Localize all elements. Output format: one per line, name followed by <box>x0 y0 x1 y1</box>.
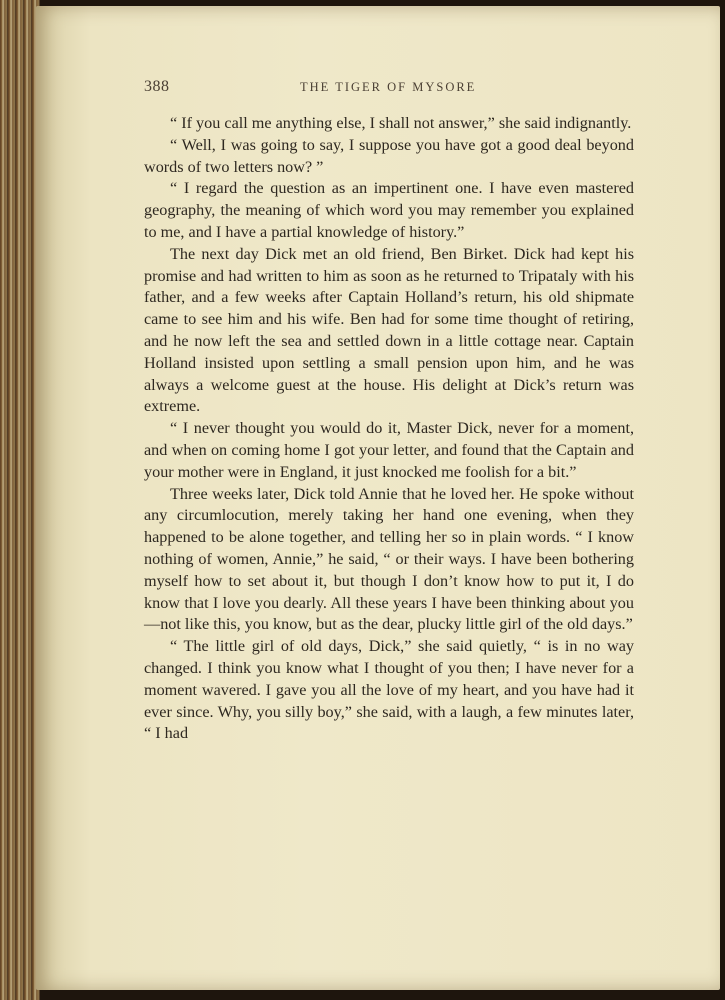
paragraph: “ The little girl of old days, Dick,” she said quietly, “ is in no way changed. I think you know what I thought of you then; I have never for a moment wavered. I gave you all the love of my heart, and you have had it ever since. Why, you silly boy,” she said, with a laugh, a few minutes later, “ I had <box>144 637 634 743</box>
body-text <box>144 113 634 745</box>
page-number: 388 <box>144 78 170 95</box>
running-head: THE TIGER OF MYSORE <box>300 80 477 94</box>
paragraph: Three weeks later, Dick told Annie that he loved her. He spoke without any circumlocution, merely taking her hand one evening, when they happened to be alone together, and telling her so in plain words. “ I know nothing of women, Annie,” he said, “ or their ways. I have been bothering myself how to set about it, but though I don’t know how to put it, I do know that I love you dearly. All these years I have been thinking about you—not like this, you know, but as the dear, plucky little girl of the old days.” <box>144 484 634 634</box>
book-page-edges <box>0 0 40 1000</box>
page-sheet <box>36 6 720 990</box>
paragraph: “ I regard the question as an impertinent one. I have even mastered geography, the meaning of which word you may remember you explained to me, and I have a partial knowledge of history.” <box>144 179 634 241</box>
paragraph: “ I never thought you would do it, Master Dick, never for a moment, and when on coming home I got your letter, and found that the Captain and your mother were in England, it just knocked me foolish for a bit.” <box>144 419 634 481</box>
paragraph: “ Well, I was going to say, I suppose you have got a good deal beyond words of two letters now? ” <box>144 135 634 176</box>
page-header <box>36 78 720 100</box>
paragraph: The next day Dick met an old friend, Ben Birket. Dick had kept his promise and had written to him as soon as he returned to Tripataly with his father, and a few weeks after Captain Holland’s return, his old shipmate came to see him and his wife. Ben had for some time thought of retiring, and he now left the sea and settled down in a little cottage near. Captain Holland insisted upon settling a small pension upon him, and he was always a welcome guest at the house. His delight at Dick’s return was extreme. <box>144 244 634 416</box>
paragraph: “ If you call me anything else, I shall not answer,” she said indignantly. <box>170 114 632 132</box>
